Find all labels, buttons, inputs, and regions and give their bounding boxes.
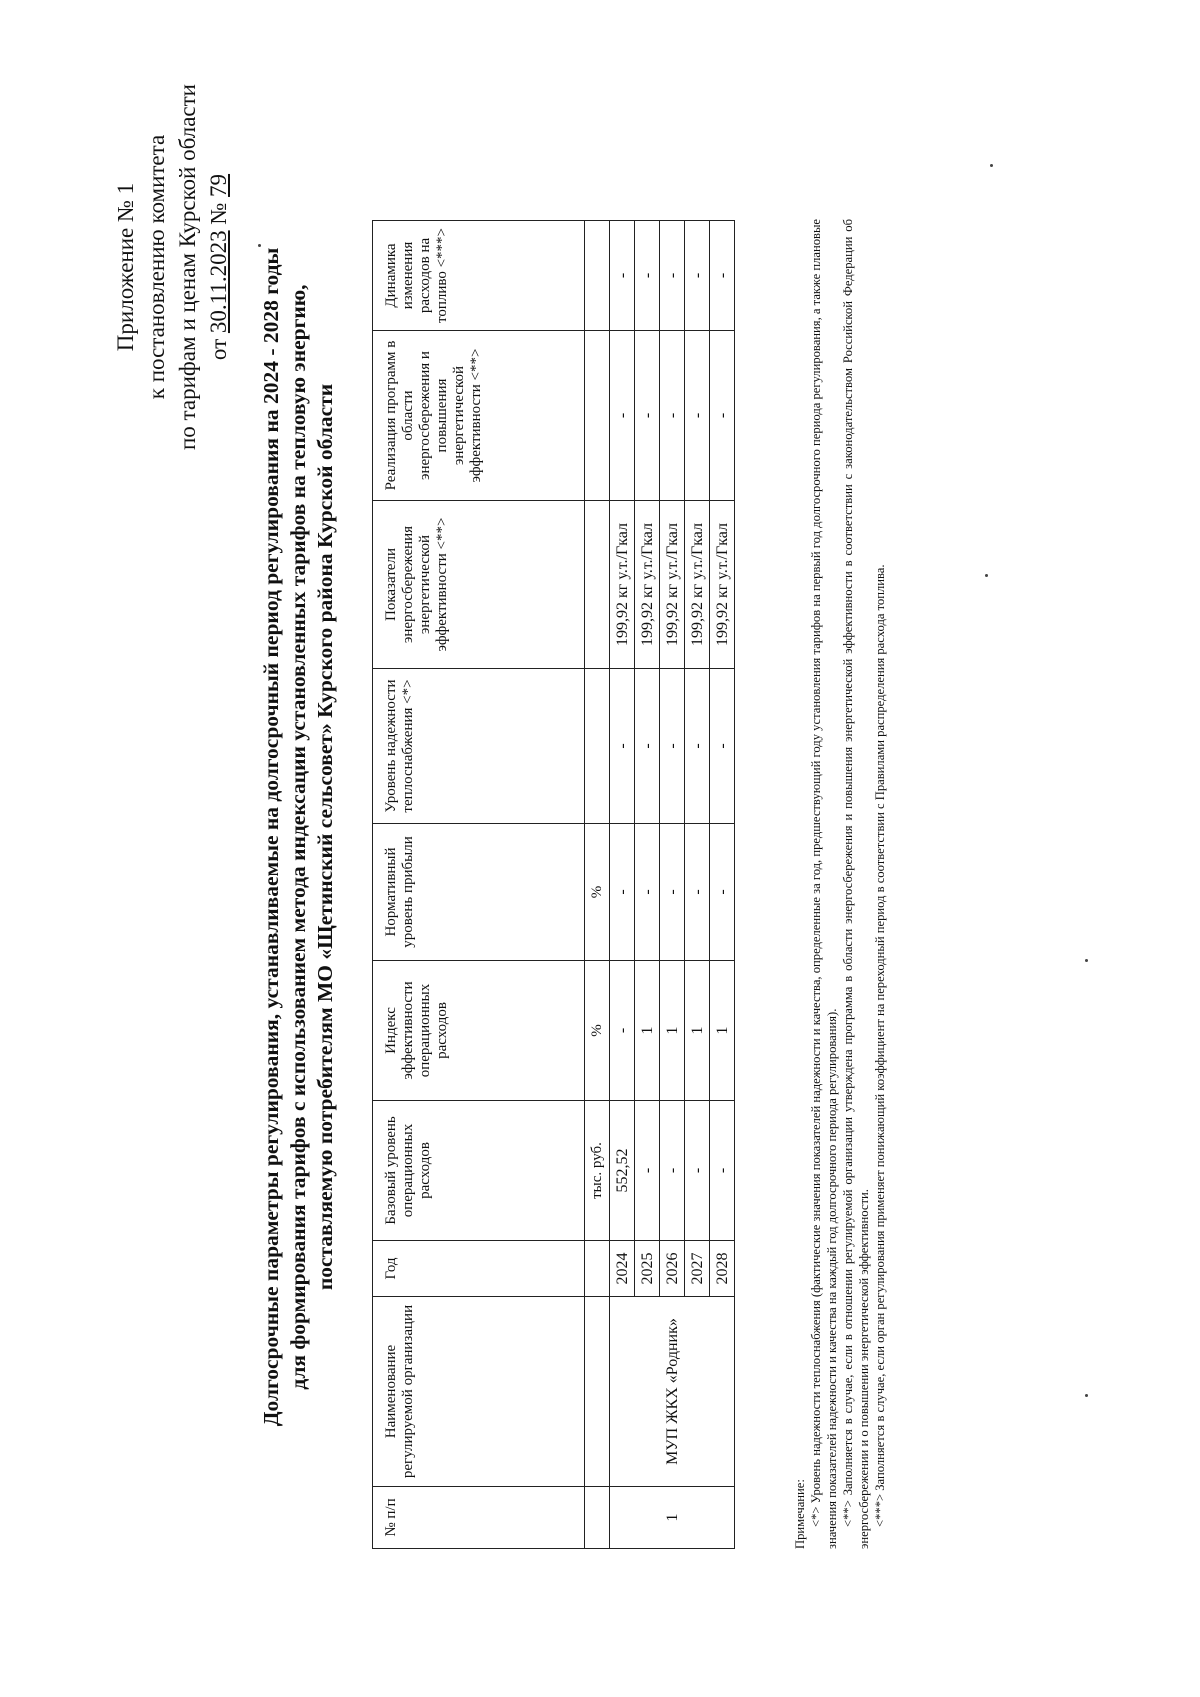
- scan-speck: [1085, 959, 1088, 962]
- units-cell: [585, 1241, 610, 1297]
- title-line-2: для формирования тарифов с использованием метода индексации установленных тарифов на тепловую энергию,: [286, 284, 310, 1390]
- cell-index: 1: [635, 961, 660, 1101]
- units-cell: [585, 1487, 610, 1549]
- appendix-committee-line: по тарифам и ценам Курской области: [175, 84, 200, 450]
- units-cell: [585, 1297, 610, 1487]
- units-profit: %: [585, 824, 610, 961]
- cell-fuel: -: [660, 221, 685, 331]
- units-cell: [585, 669, 610, 824]
- cell-energy: 199,92 кг у.т./Гкал: [710, 501, 735, 669]
- cell-year: 2028: [710, 1241, 735, 1297]
- title-line-3: поставляемую потребителям МО «Щетинский сельсовет» Курского района Курской области: [313, 383, 337, 1291]
- title-line-1: Долгосрочные параметры регулирования, устанавливаемые на долгосрочный период регулирования на 2024 - 2028 годы: [259, 247, 283, 1427]
- table-header-row: [373, 221, 585, 1549]
- header-profit: Нормативный уровень прибыли: [373, 824, 585, 961]
- cell-base: -: [685, 1101, 710, 1241]
- cell-index: -: [610, 961, 635, 1101]
- header-programs: Реализация программ в области энергосбережения и повышения энергетической эффективности <**>: [373, 331, 585, 501]
- cell-programs: -: [635, 331, 660, 501]
- units-base: тыс. руб.: [585, 1101, 610, 1241]
- cell-profit: -: [710, 824, 735, 961]
- cell-year: 2024: [610, 1241, 635, 1297]
- cell-year: 2026: [660, 1241, 685, 1297]
- document-title: [258, 127, 339, 1547]
- cell-fuel: -: [610, 221, 635, 331]
- cell-programs: -: [685, 331, 710, 501]
- cell-profit: -: [635, 824, 660, 961]
- appendix-ref-line: к постановлению комитета: [144, 134, 169, 400]
- appendix-number: Приложение № 1: [113, 182, 138, 352]
- scan-speck: [1085, 1394, 1088, 1397]
- footnote-2: <**> Заполняется в случае, если в отношении регулируемой организации утверждена программа в области энергосбережения и повышения энергетической эффективности в соответствии с законодательством Российской Федерации об энергосбережении и о повышении энергетической эффективности.: [841, 219, 871, 1549]
- cell-year: 2025: [635, 1241, 660, 1297]
- cell-reliability: -: [710, 669, 735, 824]
- footnote-3: <***> Заполняется в случае, если орган регулирования применяет понижающий коэффициент на переходный период в соответствии с Правилами распределения расхода топлива.: [873, 564, 887, 1527]
- table-row: [610, 221, 635, 1549]
- cell-year: 2027: [685, 1241, 710, 1297]
- cell-profit: -: [660, 824, 685, 961]
- cell-reliability: -: [660, 669, 685, 824]
- date-prefix: от: [206, 338, 231, 361]
- cell-index: 1: [710, 961, 735, 1101]
- cell-base: -: [635, 1101, 660, 1241]
- header-year: Год: [373, 1241, 585, 1297]
- cell-energy: 199,92 кг у.т./Гкал: [610, 501, 635, 669]
- cell-index: 1: [660, 961, 685, 1101]
- cell-fuel: -: [635, 221, 660, 331]
- document-date: 30.11.2023: [206, 230, 231, 334]
- notes-heading: Примечание:: [793, 1479, 807, 1549]
- header-fuel: Динамика изменения расходов на топливо <***>: [373, 221, 585, 331]
- appendix-date-line: [203, 37, 234, 497]
- scan-speck: [258, 244, 261, 247]
- document-number: 79: [206, 173, 231, 197]
- footnote-1: <*> Уровень надежности теплоснабжения (фактические значения показателей надежности и качества, определенные за год, предшествующий году установления тарифов на первый год долгосрочного периода регулирования, а также плановые значения показателей надежности и качества на каждый год долгосрочного периода регулирования).: [809, 219, 839, 1549]
- units-cell: [585, 501, 610, 669]
- header-org: Наименование регулируемой организации: [373, 1297, 585, 1487]
- table-units-row: [585, 221, 610, 1549]
- cell-base: 552,52: [610, 1101, 635, 1241]
- cell-fuel: -: [710, 221, 735, 331]
- header-index: Индекс эффективности операционных расходов: [373, 961, 585, 1101]
- header-base: Базовый уровень операционных расходов: [373, 1101, 585, 1241]
- cell-programs: -: [660, 331, 685, 501]
- units-cell: [585, 221, 610, 331]
- cell-reliability: -: [685, 669, 710, 824]
- cell-profit: -: [685, 824, 710, 961]
- scan-speck: [985, 574, 988, 577]
- cell-base: -: [660, 1101, 685, 1241]
- units-cell: [585, 331, 610, 501]
- appendix-header: [110, 37, 234, 497]
- cell-energy: 199,92 кг у.т./Гкал: [660, 501, 685, 669]
- cell-profit: -: [610, 824, 635, 961]
- units-index: %: [585, 961, 610, 1101]
- cell-fuel: -: [685, 221, 710, 331]
- header-num: № п/п: [373, 1487, 585, 1549]
- cell-base: -: [710, 1101, 735, 1241]
- cell-programs: -: [610, 331, 635, 501]
- number-prefix: №: [206, 202, 231, 225]
- cell-programs: -: [710, 331, 735, 501]
- header-energy-indicators: Показатели энергосбережения энергетической эффективности <**>: [373, 501, 585, 669]
- cell-index: 1: [685, 961, 710, 1101]
- cell-energy: 199,92 кг у.т./Гкал: [685, 501, 710, 669]
- scan-speck: [990, 164, 993, 167]
- header-reliability: Уровень надежности теплоснабжения <*>: [373, 669, 585, 824]
- parameters-table: [372, 220, 735, 1549]
- row-number: 1: [610, 1487, 735, 1549]
- cell-reliability: -: [635, 669, 660, 824]
- organization-name: МУП ЖКХ «Родник»: [610, 1297, 735, 1487]
- cell-energy: 199,92 кг у.т./Гкал: [635, 501, 660, 669]
- cell-reliability: -: [610, 669, 635, 824]
- footnotes: [792, 219, 888, 1549]
